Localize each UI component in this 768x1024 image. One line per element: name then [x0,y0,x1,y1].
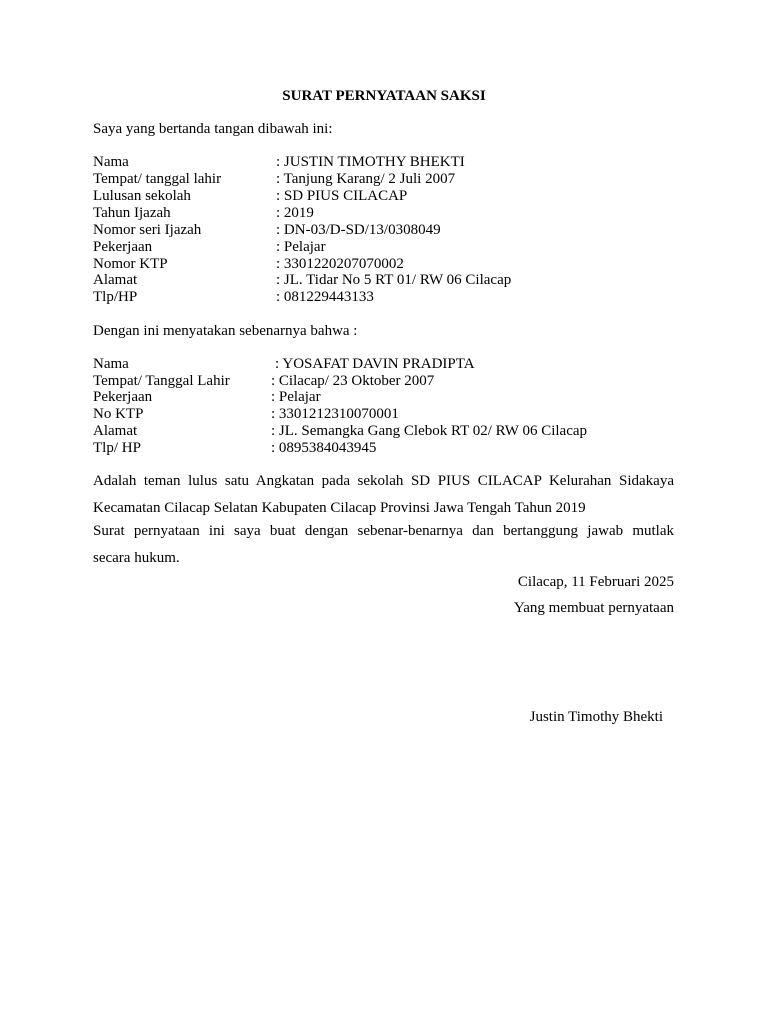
field-label: Nomor KTP [93,256,168,272]
field-label: Tlp/ HP [93,440,141,456]
field-label: Pekerjaan [93,389,153,405]
field-label: Tahun Ijazah [93,205,171,221]
field-value: : JL. Semangka Gang Clebok RT 02/ RW 06 Cilacap [271,423,588,439]
intro-text: Saya yang bertanda tangan dibawah ini: [93,121,333,137]
field-label: Alamat [93,272,138,288]
field-label: Tlp/HP [93,289,138,305]
place-date: Cilacap, 11 Februari 2025 [517,574,674,590]
statement-line: Adalah teman lulus satu Angkatan pada sekolah SD PIUS CILACAP Kelurahan Sidakaya [93,473,674,489]
field-label: Lulusan sekolah [93,188,191,204]
field-label: Nama [93,154,129,170]
field-value: : 3301212310070001 [271,406,399,422]
field-value: : Pelajar [276,239,326,255]
field-value: : Pelajar [271,389,321,405]
signer-name: Justin Timothy Bhekti [529,709,663,725]
field-value: : DN-03/D-SD/13/0308049 [276,222,441,238]
field-label: No KTP [93,406,144,422]
field-label: Alamat [93,423,138,439]
field-label: Nama [93,356,129,372]
declaration-intro: Dengan ini menyatakan sebenarnya bahwa : [93,323,358,339]
closing-paragraph [93,518,674,572]
field-value: : Tanjung Karang/ 2 Juli 2007 [276,171,456,187]
field-value: : 3301220207070002 [276,256,404,272]
field-value: : SD PIUS CILACAP [276,188,408,204]
statement-paragraph [93,468,674,522]
field-value: : JL. Tidar No 5 RT 01/ RW 06 Cilacap [276,272,512,288]
field-label: Tempat/ Tanggal Lahir [93,373,230,389]
field-value: : 081229443133 [276,289,374,305]
field-value: : JUSTIN TIMOTHY BHEKTI [276,154,465,170]
closing-line: secara hukum. [93,550,180,566]
signer-role: Yang membuat pernyataan [513,600,674,616]
document-title: SURAT PERNYATAAN SAKSI [282,88,486,104]
field-label: Nomor seri Ijazah [93,222,202,238]
field-value: : Cilacap/ 23 Oktober 2007 [271,373,435,389]
field-label: Tempat/ tanggal lahir [93,171,222,187]
statement-line: Kecamatan Cilacap Selatan Kabupaten Cilacap Provinsi Jawa Tengah Tahun 2019 [93,500,586,516]
field-value: : YOSAFAT DAVIN PRADIPTA [275,356,475,372]
field-value: : 0895384043945 [271,440,377,456]
field-label: Pekerjaan [93,239,153,255]
closing-line: Surat pernyataan ini saya buat dengan sebenar-benarnya dan bertanggung jawab mutlak [93,523,674,539]
field-value: : 2019 [276,205,314,221]
